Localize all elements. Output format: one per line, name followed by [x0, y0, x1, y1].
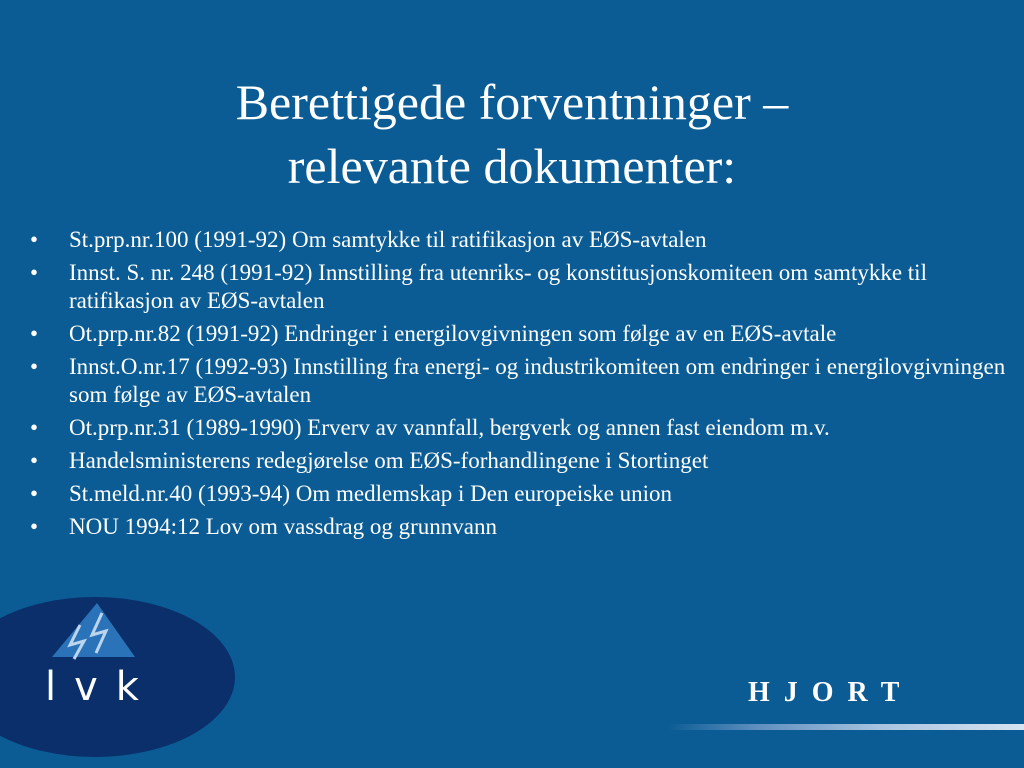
bullet-icon: • [30, 448, 39, 473]
list-item-text: Innst. S. nr. 248 (1991-92) Innstilling fra utenriks- og konstitusjonskomiteen om samtykke til ratifikasjon av EØS-avtalen [69, 260, 927, 313]
bullet-icon: • [30, 514, 39, 539]
document-list [30, 226, 1015, 546]
list-item-text: St.prp.nr.100 (1991-92) Om samtykke til ratifikasjon av EØS-avtalen [69, 227, 707, 252]
logo-text: lvk [45, 664, 157, 710]
list-item [30, 353, 1015, 409]
bullet-icon: • [30, 481, 39, 506]
slide-title [0, 70, 1024, 198]
bullet-icon: • [30, 260, 39, 285]
bullet-icon: • [30, 354, 39, 379]
lvk-logo [0, 595, 240, 768]
list-item-text: Ot.prp.nr.31 (1989-1990) Erverv av vannfall, bergverk og annen fast eiendom m.v. [69, 415, 830, 440]
bullet-icon: • [30, 321, 39, 346]
title-line-2: relevante dokumenter: [287, 138, 737, 194]
list-item [30, 447, 1015, 475]
list-item-text: Ot.prp.nr.82 (1991-92) Endringer i energilovgivningen som følge av en EØS-avtale [69, 321, 837, 346]
list-item-text: Handelsministerens redegjørelse om EØS-forhandlingene i Stortinget [69, 448, 709, 473]
list-item-text: St.meld.nr.40 (1993-94) Om medlemskap i Den europeiske union [69, 481, 673, 506]
list-item [30, 320, 1015, 348]
list-item [30, 226, 1015, 254]
brand-name: HJORT [748, 677, 914, 708]
list-item-text: NOU 1994:12 Lov om vassdrag og grunnvann [69, 514, 498, 539]
bullet-icon: • [30, 415, 39, 440]
list-item [30, 513, 1015, 541]
list-item [30, 259, 1015, 315]
bullet-icon: • [30, 227, 39, 252]
list-item [30, 414, 1015, 442]
title-line-1: Berettigede forventninger – [235, 74, 789, 130]
list-item-text: Innst.O.nr.17 (1992-93) Innstilling fra energi- og industrikomiteen om endringer i energilovgivningen som følge av EØS-avtalen [69, 354, 1006, 407]
brand-underline [668, 724, 1024, 730]
list-item [30, 480, 1015, 508]
